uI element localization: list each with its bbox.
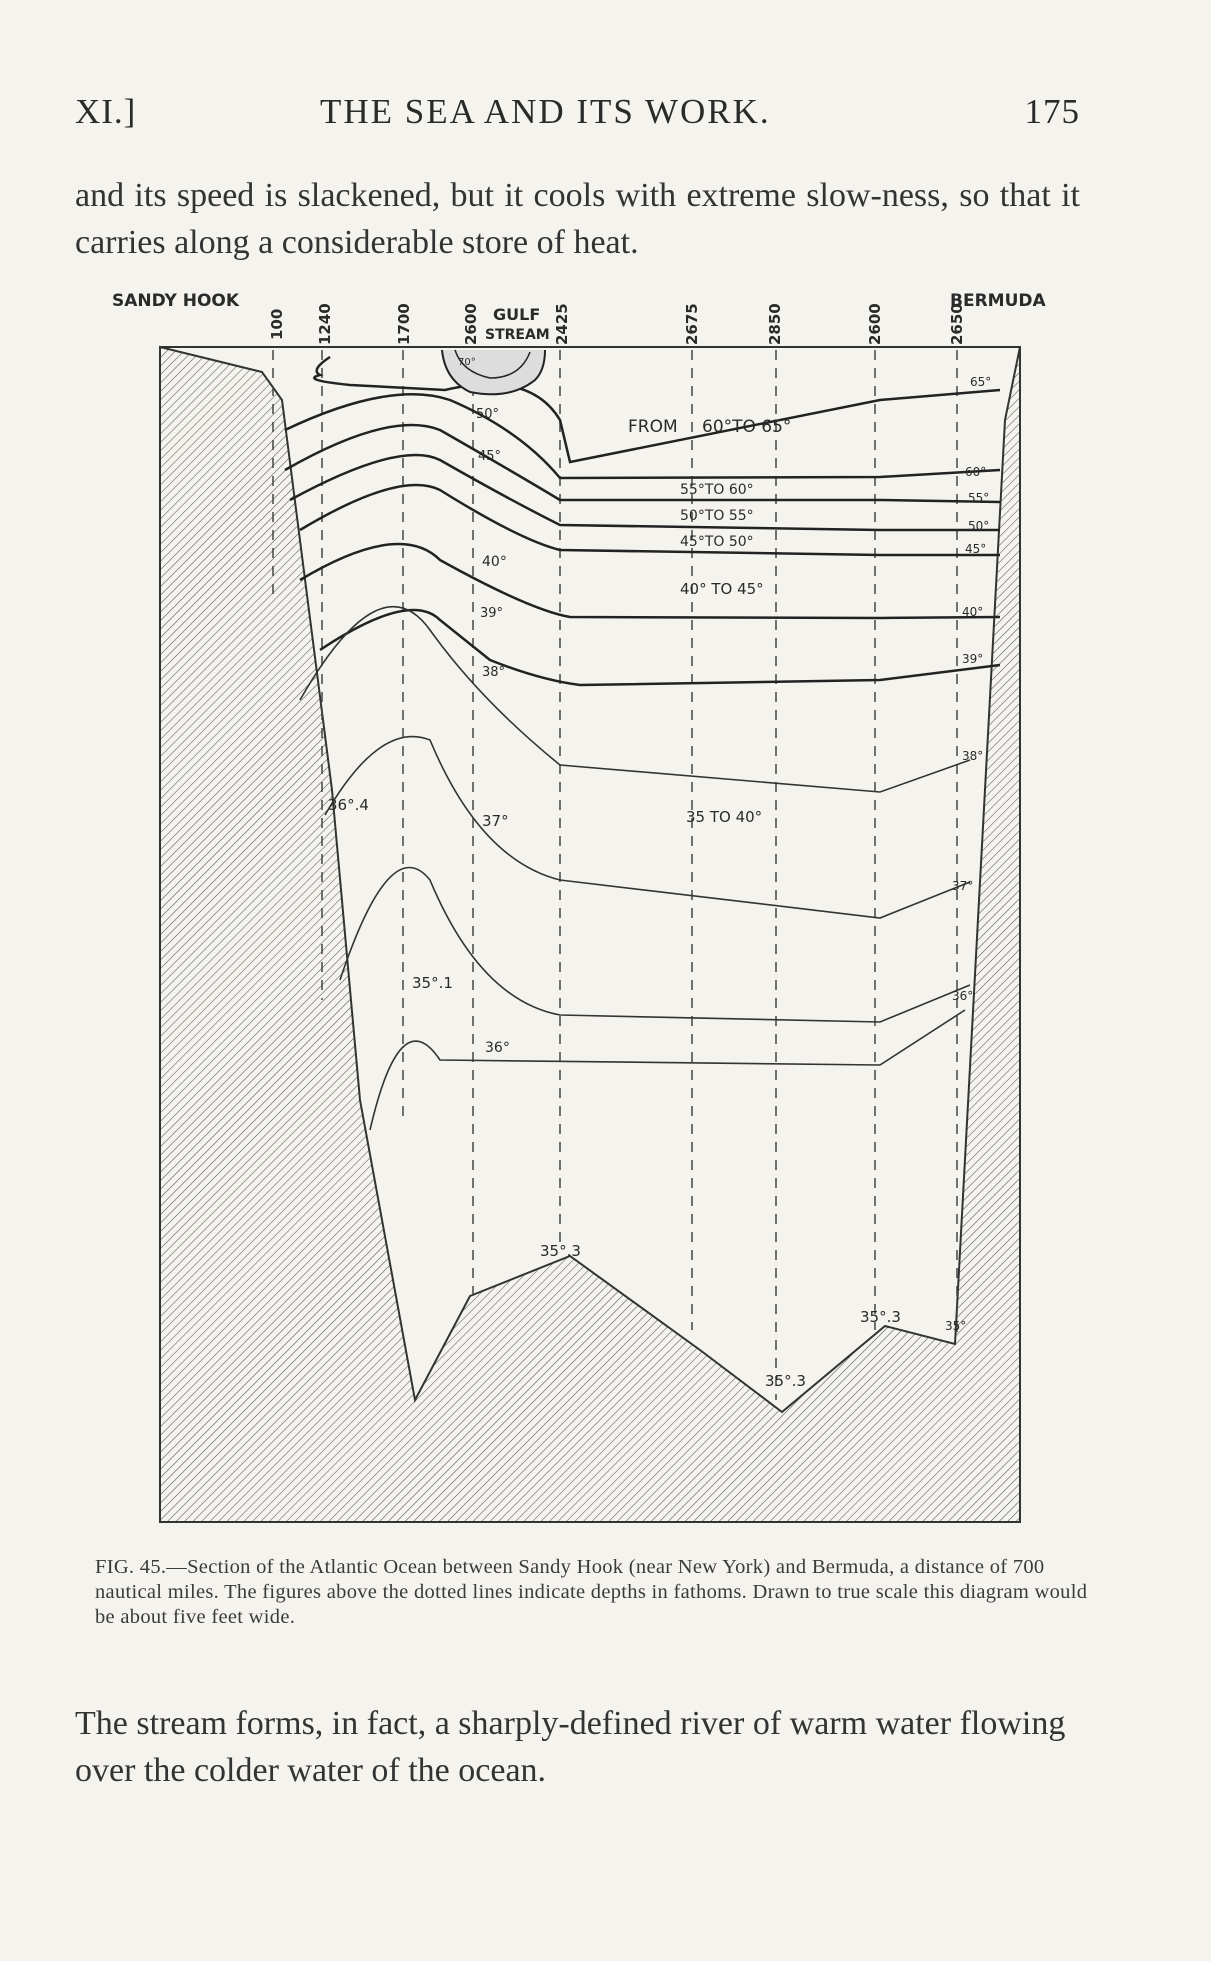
depth-label: 100 <box>268 308 286 340</box>
depth-label: 2650 <box>948 303 966 345</box>
gulf-label: GULF <box>493 305 541 324</box>
right-isotherm-label: 55° <box>968 491 990 505</box>
depth-labels <box>268 303 966 345</box>
depth-label: 2850 <box>766 303 784 345</box>
page-number: 175 <box>1024 92 1080 131</box>
right-isotherm-label: 65° <box>970 375 992 389</box>
depth-label: 2425 <box>553 303 571 345</box>
isotherm-label: 40° <box>482 554 507 570</box>
chapter-marker: XI.] <box>75 92 137 131</box>
right-isotherm-label: 38° <box>962 749 984 763</box>
isotherm-labels <box>458 357 510 1056</box>
isotherm-label: 70° <box>458 357 476 368</box>
depth-label: 1700 <box>395 303 413 345</box>
depth-label: 2675 <box>683 303 701 345</box>
isotherms <box>285 357 1000 685</box>
isotherm-label: 45° <box>478 449 502 464</box>
bottom-temp-label: 35°.3 <box>860 1308 901 1326</box>
isotherm-label: 37° <box>482 812 509 830</box>
depth-label: 1240 <box>316 303 334 345</box>
right-isotherm-label: 45° <box>965 542 987 556</box>
paragraph-top: and its speed is slackened, but it cools with extreme slow-ness, so that it carries along a considerable store of heat. <box>75 177 1080 261</box>
right-isotherm-label: 37° <box>952 879 974 893</box>
stream-label: STREAM <box>485 327 550 343</box>
from-range-label: 60°TO 65° <box>702 417 792 437</box>
bottom-temp-label: 35°.3 <box>540 1242 581 1260</box>
figure-caption: FIG. 45.—Section of the Atlantic Ocean between Sandy Hook (near New York) and Bermuda, a distance of 700 nautical miles. The figures above the dotted lines indicate depths in fathoms. Drawn to true scale this diagram would be about five feet wide. <box>95 1556 1088 1628</box>
from-label: FROM <box>628 417 678 437</box>
bottom-temp-label: 35°.1 <box>412 974 453 992</box>
depth-label: 2600 <box>462 303 480 345</box>
sandy-hook-label: SANDY HOOK <box>112 291 240 311</box>
right-isotherm-label: 40° <box>962 605 984 619</box>
paragraph-bottom: The stream forms, in fact, a sharply-defined river of warm water flowing over the colder water of the ocean. <box>75 1705 1066 1789</box>
depth-label: 2600 <box>866 303 884 345</box>
running-title: THE SEA AND ITS WORK. <box>320 92 771 131</box>
right-isotherm-label: 36° <box>952 989 974 1003</box>
range-55-60-label: 55°TO 60° <box>680 482 754 498</box>
running-head <box>75 92 1080 136</box>
right-isotherm-label: 50° <box>968 519 990 533</box>
bottom-temp-label: 36°.4 <box>328 796 369 814</box>
range-50-55-label: 50°TO 55° <box>680 508 754 524</box>
bermuda-label: BERMUDA <box>950 291 1046 311</box>
right-isotherm-label: 60° <box>965 465 987 479</box>
range-35-40-label: 35 TO 40° <box>686 808 763 826</box>
right-isotherm-label: 39° <box>962 652 984 666</box>
ocean-section-figure <box>0 290 1211 1540</box>
isotherm-label: 38° <box>482 665 506 680</box>
range-45-50-label: 45°TO 50° <box>680 534 754 550</box>
isotherm-label: 39° <box>480 606 504 621</box>
bottom-temp-label: 35°.3 <box>765 1372 806 1390</box>
seabed-profile <box>160 347 1020 1522</box>
isotherm-label: 36° <box>485 1040 510 1056</box>
range-40-45-label: 40° TO 45° <box>680 580 764 598</box>
isotherm-label: 50° <box>476 407 500 422</box>
right-isotherm-label: 35° <box>945 1319 967 1333</box>
